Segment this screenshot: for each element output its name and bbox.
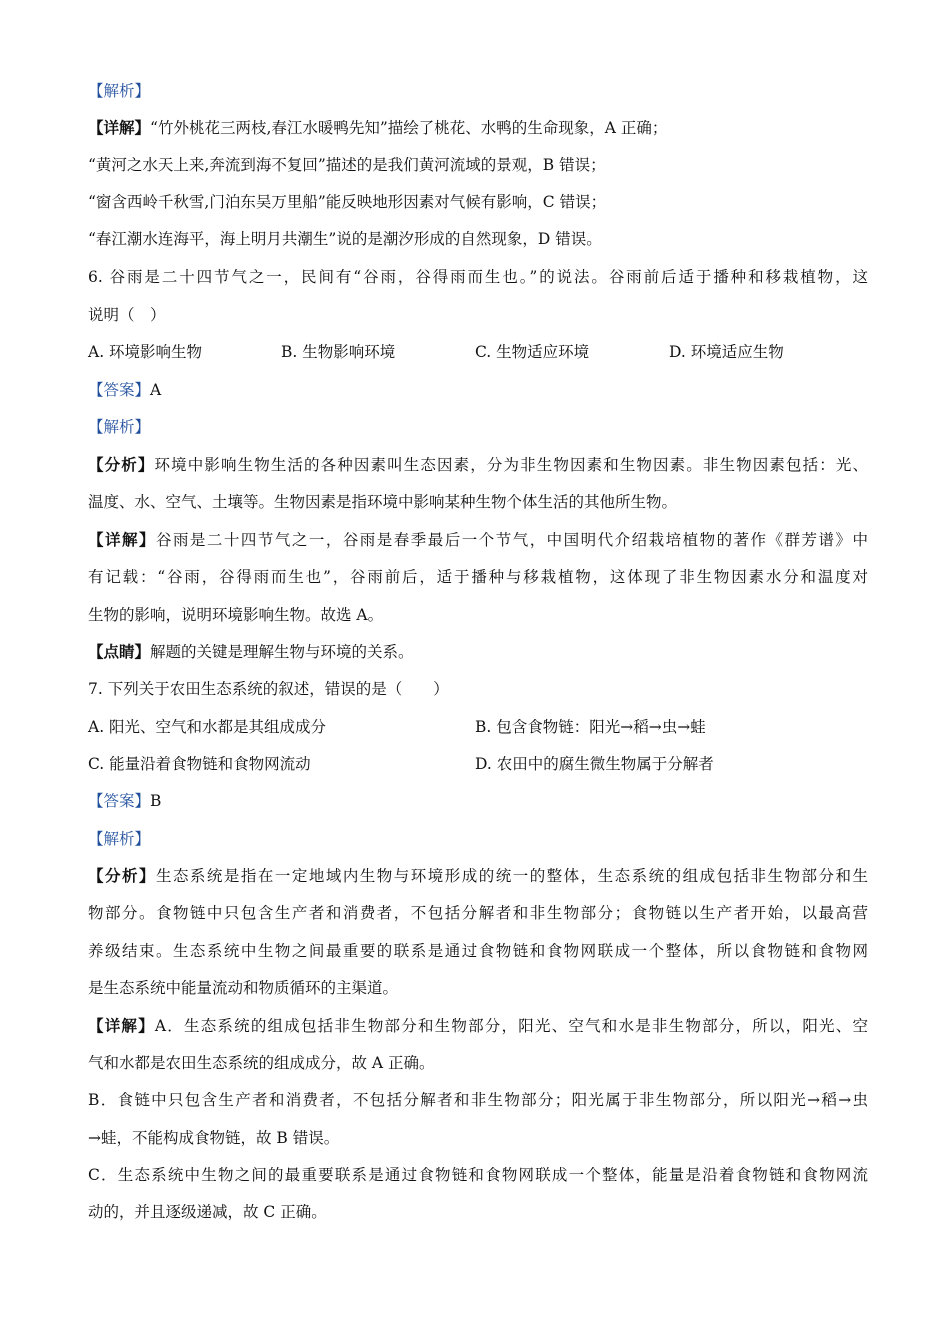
detail-line: “春江潮水连海平，海上明月共潮生”说的是潮汐形成的自然现象，D 错误。 bbox=[88, 230, 602, 248]
answer-label: 【答案】 bbox=[88, 792, 151, 810]
question-7-stem: 7. 下列关于农田生态系统的叙述，错误的是（ ） bbox=[88, 680, 449, 698]
question-6-stem-cont: 说明（ ） bbox=[88, 306, 166, 324]
q7-option-d: D. 农田中的腐生微生物属于分解者 bbox=[475, 755, 714, 773]
analysis-label: 【分析】 bbox=[88, 455, 155, 474]
detail-label: 【详解】 bbox=[88, 118, 151, 137]
q7-option-c: C. 能量沿着食物链和食物网流动 bbox=[88, 755, 311, 773]
detail-line: →蛙，不能构成食物链，故 B 错误。 bbox=[88, 1129, 340, 1147]
analysis-line: 养级结束。生态系统中生物之间最重要的联系是通过食物链和食物网联成一个整体，所以食物链和食物网 bbox=[88, 942, 868, 960]
analysis-heading: 【解析】 bbox=[88, 82, 151, 100]
analysis-line: 是生态系统中能量流动和物质循环的主渠道。 bbox=[88, 979, 399, 997]
detail-line: 生物的影响，说明环境影响生物。故选 A。 bbox=[88, 606, 384, 624]
analysis-label: 【分析】 bbox=[88, 866, 156, 885]
detail-label: 【详解】 bbox=[88, 530, 156, 549]
answer-line bbox=[88, 380, 868, 402]
q6-option-d: D. 环境适应生物 bbox=[669, 343, 784, 361]
detail-line: B．食链中只包含生产者和消费者，不包括分解者和非生物部分；阳光属于非生物部分，所以阳光→稻→虫 bbox=[88, 1091, 868, 1109]
tip-paragraph bbox=[88, 642, 868, 664]
detail-text: 谷雨是二十四节气之一，谷雨是春季最后一个节气，中国明代介绍栽培植物的著作《群芳谱》中 bbox=[155, 531, 868, 549]
tip-label: 【点睛】 bbox=[88, 642, 151, 661]
q7-option-b: B. 包含食物链：阳光→稻→虫→蛙 bbox=[475, 718, 706, 736]
detail-line: 动的，并且逐级递减，故 C 正确。 bbox=[88, 1203, 327, 1221]
tip-text: 解题的关键是理解生物与环境的关系。 bbox=[150, 643, 414, 661]
question-6-stem: 6. 谷雨是二十四节气之一，民间有“谷雨，谷得雨而生也。”的说法。谷雨前后适于播种和移栽植物，这 bbox=[88, 268, 868, 286]
analysis-line: 物部分。食物链中只包含生产者和消费者，不包括分解者和非生物部分；食物链以生产者开始，以最高营 bbox=[88, 904, 868, 922]
analysis-heading: 【解析】 bbox=[88, 418, 151, 436]
analysis-line: 温度、水、空气、土壤等。生物因素是指环境中影响某种生物个体生活的其他所生物。 bbox=[88, 493, 678, 511]
detail-text: “竹外桃花三两枝,春江水暖鸭先知”描绘了桃花、水鸭的生命现象，A 正确； bbox=[150, 119, 668, 137]
q6-option-b: B. 生物影响环境 bbox=[281, 343, 396, 361]
q7-option-a: A. 阳光、空气和水都是其组成成分 bbox=[88, 718, 327, 736]
detail-text: A．生态系统的组成包括非生物部分和生物部分，阳光、空气和水是非生物部分，所以，阳光、空 bbox=[154, 1017, 868, 1035]
q6-option-a: A. 环境影响生物 bbox=[88, 343, 203, 361]
detail-line: C．生态系统中生物之间的最重要联系是通过食物链和食物网联成一个整体，能量是沿着食物链和食物网流 bbox=[88, 1166, 868, 1184]
analysis-paragraph bbox=[88, 866, 868, 888]
detail-line: 气和水都是农田生态系统的组成成分，故 A 正确。 bbox=[88, 1054, 435, 1072]
detail-label: 【详解】 bbox=[88, 1016, 155, 1035]
detail-line: “窗含西岭千秋雪,门泊东吴万里船”能反映地形因素对气候有影响，C 错误； bbox=[88, 193, 607, 211]
answer-line bbox=[88, 791, 868, 813]
q6-option-c: C. 生物适应环境 bbox=[475, 343, 590, 361]
detail-paragraph bbox=[88, 530, 868, 552]
answer-value: A bbox=[150, 381, 162, 399]
detail-line: “黄河之水天上来,奔流到海不复回”描述的是我们黄河流域的景观，B 错误； bbox=[88, 156, 606, 174]
analysis-text: 环境中影响生物生活的各种因素叫生态因素，分为非生物因素和生物因素。非生物因素包括：光、 bbox=[154, 456, 868, 474]
answer-label: 【答案】 bbox=[88, 381, 151, 399]
analysis-paragraph bbox=[88, 455, 868, 477]
analysis-heading: 【解析】 bbox=[88, 830, 151, 848]
detail-line: 有记载：“谷雨，谷得雨而生也”，谷雨前后，适于播种与移栽植物，这体现了非生物因素水分和温度对 bbox=[88, 568, 868, 586]
answer-value: B bbox=[150, 792, 162, 810]
detail-paragraph bbox=[88, 1016, 868, 1038]
detail-paragraph bbox=[88, 118, 868, 140]
analysis-text: 生态系统是指在一定地域内生物与环境形成的统一的整体，生态系统的组成包括非生物部分和生 bbox=[155, 867, 868, 885]
